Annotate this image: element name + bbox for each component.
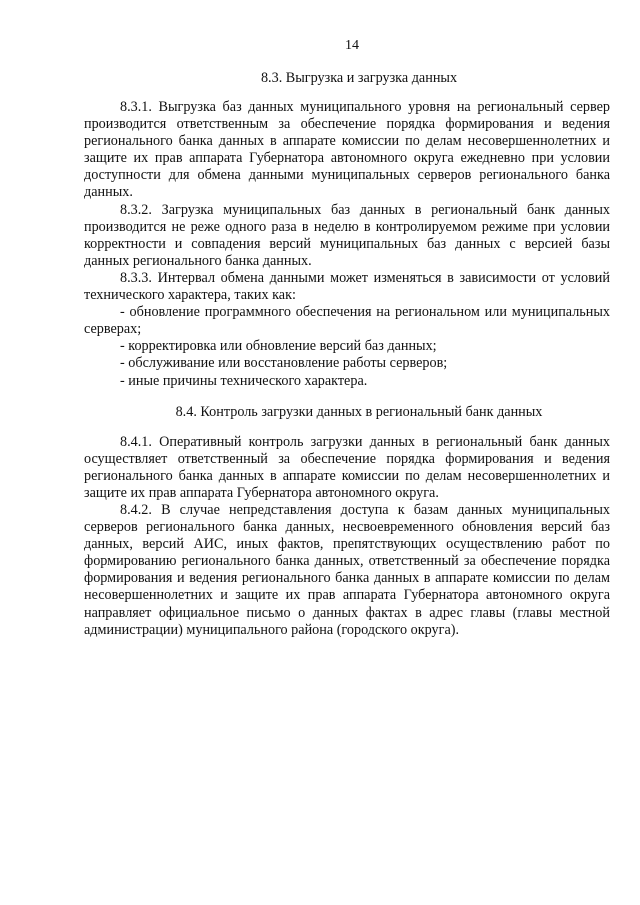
list-item: - корректировка или обновление версий баз данных; [120, 338, 437, 355]
list-item: - иные причины технического характера. [120, 372, 368, 389]
list-item: - обновление программного обеспечения на региональном или муниципальных серверах; [84, 304, 610, 338]
list-item: - обслуживание или восстановление работы серверов; [120, 355, 448, 372]
paragraph-8-4-1: 8.4.1. Оперативный контроль загрузки данных в региональный банк данных осуществляет ответственный за обеспечение порядка формирования и ведения регионального банка данных в аппарате комиссии по делам несовершеннолетних и защите их прав аппарата Губернатора автономного округа. [84, 433, 610, 501]
page-number: 14 [345, 38, 359, 53]
paragraph-8-3-1: 8.3.1. Выгрузка баз данных муниципального уровня на региональный сервер производится ответственным за обеспечение порядка формирования и ведения регионального банка данных в аппарате комиссии по делам несовершеннолетних и защите их прав аппарата Губернатора автономного округа ежедневно при условии доступности для обмена данными муниципальных серверов регионального банка данных. [84, 99, 610, 201]
paragraph-8-3-2: 8.3.2. Загрузка муниципальных баз данных в региональный банк данных производится не реже одного раза в неделю в контролируемом режиме при условии корректности и совпадения версий муниципальных баз данных с версией базы данных регионального банка данных. [84, 201, 610, 269]
section-title-8-3: 8.3. Выгрузка и загрузка данных [260, 70, 458, 86]
technical-conditions-list [84, 304, 610, 389]
section-title-8-4: 8.4. Контроль загрузки данных в региональный банк данных [175, 403, 543, 420]
paragraph-8-4-2: 8.4.2. В случае непредставления доступа к базам данных муниципальных серверов регионального банка данных, несвоевременного обновления версий баз данных, версий АИС, иных фактов, препятствующих осуществлению работ по формированию регионального банка данных, ответственный за обеспечение порядка формирования и ведения регионального банка данных в аппарате комиссии по делам несовершеннолетних и защите их прав аппарата Губернатора автономного округа направляет официальное письмо о данных фактах в адрес главы (главы местной администрации) муниципального района (городского округа). [84, 501, 610, 638]
paragraph-8-3-3: 8.3.3. Интервал обмена данными может изменяться в зависимости от условий технического характера, таких как: [84, 269, 610, 304]
